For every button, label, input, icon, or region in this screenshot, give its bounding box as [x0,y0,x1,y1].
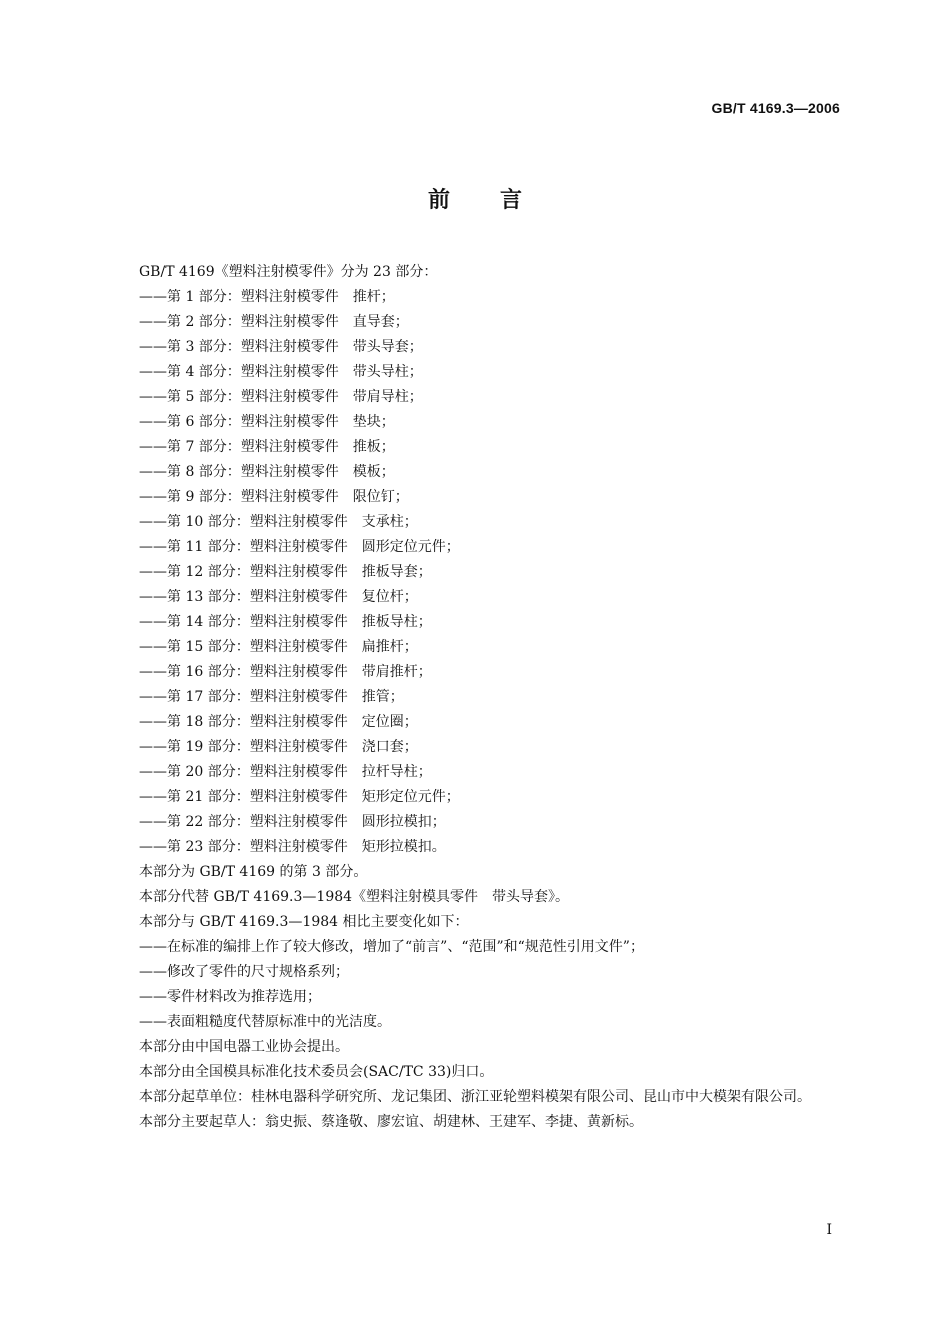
foreword-body [108,260,843,1135]
list-item: ——第 14 部分：塑料注射模零件 推板导柱； [139,614,432,630]
list-item: ——第 18 部分：塑料注射模零件 定位圈； [139,714,418,730]
list-item: ——第 7 部分：塑料注射模零件 推板； [139,439,395,455]
list-item: ——第 11 部分：塑料注射模零件 圆形定位元件； [139,539,460,555]
list-item: ——第 6 部分：塑料注射模零件 垫块； [139,414,395,430]
list-item: ——第 19 部分：塑料注射模零件 浇口套； [139,739,418,755]
list-item: ——在标准的编排上作了较大修改，增加了“前言”、“范围”和“规范性引用文件”； [139,939,644,955]
list-item: ——表面粗糙度代替原标准中的光洁度。 [139,1014,391,1030]
list-item: ——第 21 部分：塑料注射模零件 矩形定位元件； [139,789,460,805]
list-item: ——第 16 部分：塑料注射模零件 带肩推杆； [139,664,432,680]
list-item: ——第 3 部分：塑料注射模零件 带头导套； [139,339,423,355]
paragraph: 本部分代替 GB/T 4169.3—1984《塑料注射模具零件 带头导套》。 [139,889,570,905]
paragraph: 本部分由中国电器工业协会提出。 [139,1039,349,1055]
list-item: ——第 22 部分：塑料注射模零件 圆形拉模扣； [139,814,446,830]
list-item: ——第 20 部分：塑料注射模零件 拉杆导柱； [139,764,432,780]
list-item: ——第 5 部分：塑料注射模零件 带肩导柱； [139,389,423,405]
document-id: GB/T 4169.3—2006 [711,100,840,116]
paragraph: 本部分为 GB/T 4169 的第 3 部分。 [139,864,368,880]
list-item: ——第 10 部分：塑料注射模零件 支承柱； [139,514,418,530]
list-item: ——第 15 部分：塑料注射模零件 扁推杆； [139,639,418,655]
list-item: ——第 12 部分：塑料注射模零件 推板导套； [139,564,432,580]
list-item: ——第 2 部分：塑料注射模零件 直导套； [139,314,409,330]
list-item: ——修改了零件的尺寸规格系列； [139,964,349,980]
list-item: ——第 17 部分：塑料注射模零件 推管； [139,689,404,705]
paragraph: 本部分主要起草人：翁史振、蔡逢敬、廖宏谊、胡建林、王建军、李捷、黄新标。 [139,1114,643,1130]
list-item: ——第 23 部分：塑料注射模零件 矩形拉模扣。 [139,839,446,855]
list-item: ——零件材料改为推荐选用； [139,989,321,1005]
paragraph: 本部分与 GB/T 4169.3—1984 相比主要变化如下： [139,914,469,930]
list-item: ——第 13 部分：塑料注射模零件 复位杆； [139,589,418,605]
list-item: ——第 8 部分：塑料注射模零件 模板； [139,464,395,480]
list-item: ——第 1 部分：塑料注射模零件 推杆； [139,289,395,305]
paragraph: 本部分由全国模具标准化技术委员会(SAC/TC 33)归口。 [139,1064,494,1080]
list-item: ——第 4 部分：塑料注射模零件 带头导柱； [139,364,423,380]
paragraph: GB/T 4169《塑料注射模零件》分为 23 部分： [139,264,438,280]
list-item: ——第 9 部分：塑料注射模零件 限位钉； [139,489,409,505]
page-title: 前言 [427,188,572,213]
page-number: I [826,1222,832,1238]
paragraph: 本部分起草单位：桂林电器科学研究所、龙记集团、浙江亚轮塑料模架有限公司、昆山市中大模架有限公司。 [139,1089,811,1105]
